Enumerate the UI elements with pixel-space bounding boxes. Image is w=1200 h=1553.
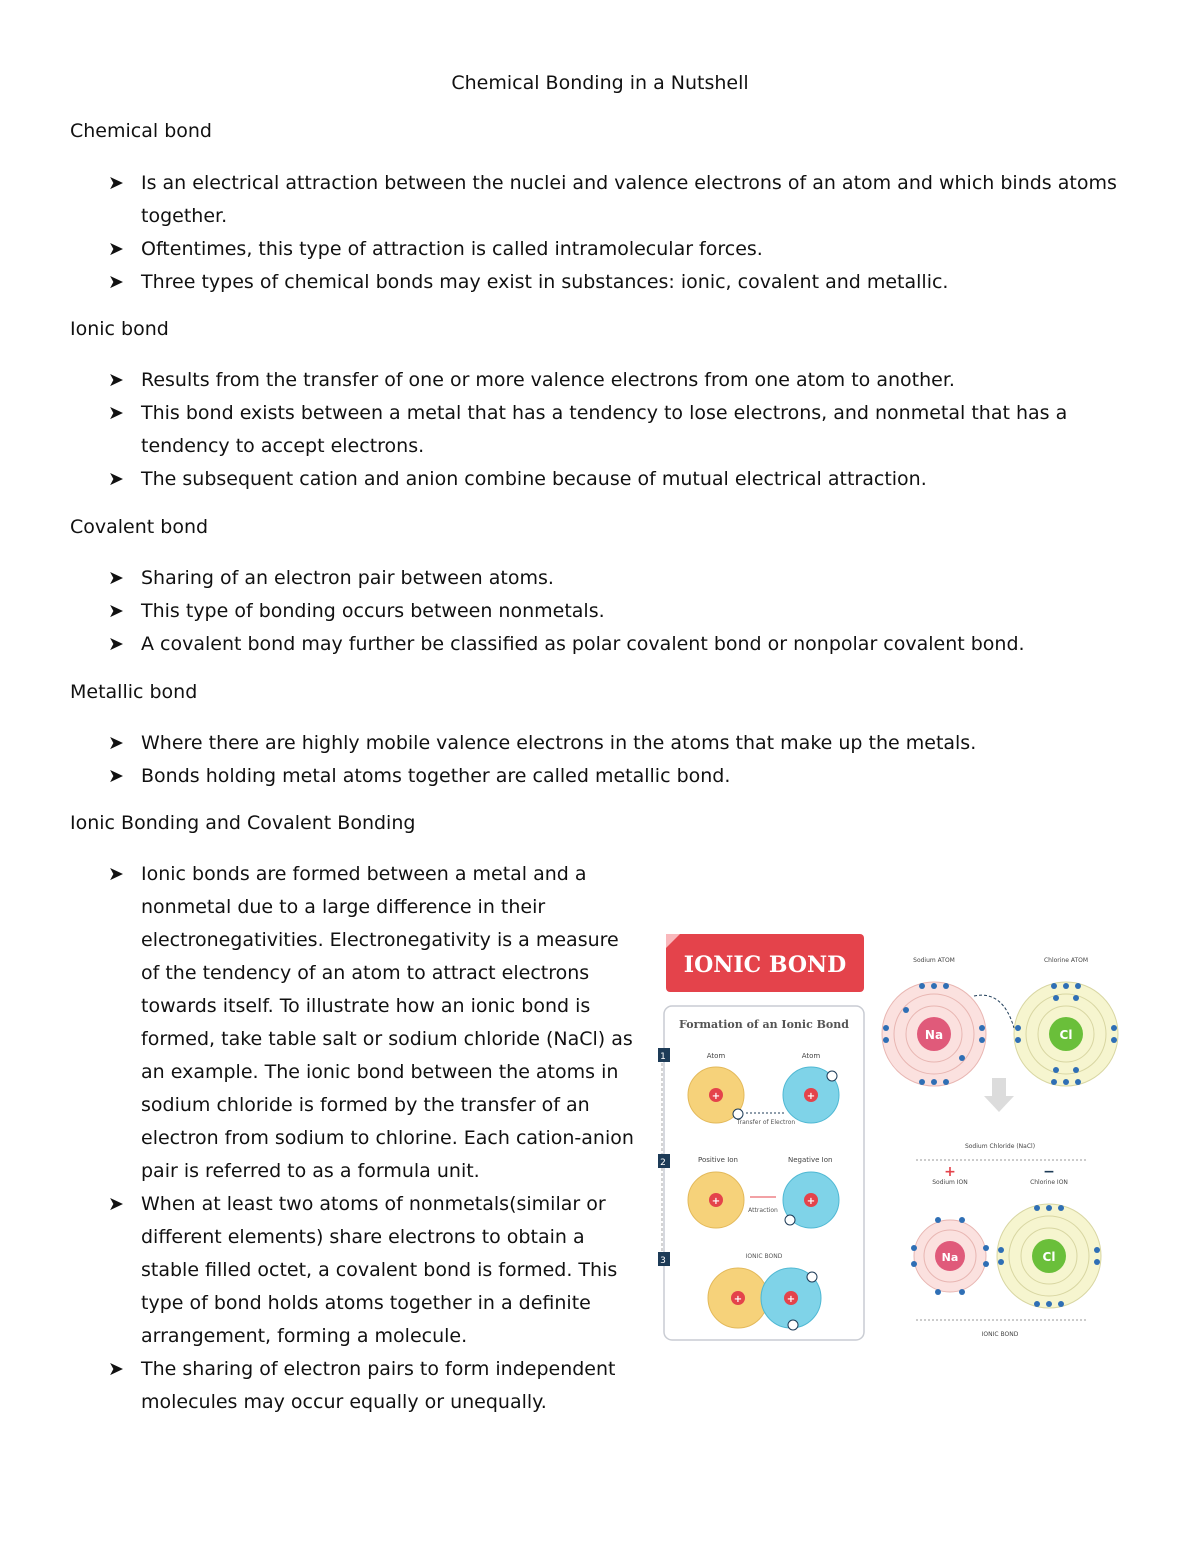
arrowhead-bullet-icon: ➤ bbox=[108, 271, 124, 293]
arrowhead-bullet-icon: ➤ bbox=[108, 1193, 124, 1215]
list-item: ➤ A covalent bond may further be classified as polar covalent bond or nonpolar covalent bond. bbox=[108, 628, 1118, 661]
page-title: Chemical Bonding in a Nutshell bbox=[451, 72, 749, 94]
chlorine-ion bbox=[997, 1204, 1101, 1308]
list-item: ➤ This type of bonding occurs between nonmetals. bbox=[108, 595, 1118, 628]
arrowhead-bullet-icon: ➤ bbox=[108, 172, 124, 194]
svg-text:+: + bbox=[806, 1091, 816, 1102]
formation-panel-title: Formation of an Ionic Bond bbox=[679, 1018, 849, 1031]
arrowhead-bullet-icon: ➤ bbox=[108, 732, 124, 754]
banner-label: IONIC BOND bbox=[683, 952, 847, 978]
arrowhead-bullet-icon: ➤ bbox=[108, 238, 124, 260]
na-symbol: Na bbox=[924, 1028, 944, 1042]
chlorine-atom bbox=[1014, 982, 1118, 1086]
step-number: 2 bbox=[660, 1158, 666, 1168]
list-item: ➤ Three types of chemical bonds may exist in substances: ionic, covalent and metallic. bbox=[108, 266, 1118, 299]
list-item: ➤ This bond exists between a metal that has a tendency to lose electrons, and nonmetal that has a tendency to accept electrons. bbox=[108, 397, 1118, 463]
arrowhead-bullet-icon: ➤ bbox=[108, 633, 124, 655]
arrowhead-bullet-icon: ➤ bbox=[108, 863, 124, 885]
list-item: ➤ Sharing of an electron pair between atoms. bbox=[108, 562, 1118, 595]
arrowhead-bullet-icon: ➤ bbox=[108, 468, 124, 490]
atom-label: Atom bbox=[706, 1052, 726, 1060]
step-number: 1 bbox=[660, 1052, 666, 1062]
heading-ionic-covalent-bonding: Ionic Bonding and Covalent Bonding bbox=[70, 812, 416, 834]
list-item: ➤ The sharing of electron pairs to form independent molecules may occur equally or unequally. bbox=[108, 1353, 646, 1419]
chlorine-ion-label: Chlorine ION bbox=[1030, 1179, 1068, 1186]
ionic-bond-bottom-label: IONIC BOND bbox=[981, 1331, 1019, 1338]
svg-text:+: + bbox=[944, 1164, 956, 1180]
atom-label: Atom bbox=[801, 1052, 821, 1060]
sodium-ion bbox=[914, 1220, 986, 1292]
list-metallic-bond bbox=[108, 727, 1118, 793]
na-ion-symbol: Na bbox=[941, 1251, 959, 1264]
cl-ion-symbol: Cl bbox=[1042, 1250, 1056, 1264]
list-covalent-bond bbox=[108, 562, 1118, 661]
heading-metallic-bond: Metallic bond bbox=[70, 681, 198, 703]
chlorine-atom-label: Chlorine ATOM bbox=[1043, 957, 1089, 964]
negative-ion-label: Negative Ion bbox=[788, 1156, 833, 1164]
arrowhead-bullet-icon: ➤ bbox=[108, 765, 124, 787]
attraction-label: Attraction bbox=[748, 1207, 778, 1214]
list-item: ➤ Results from the transfer of one or more valence electrons from one atom to another. bbox=[108, 364, 1118, 397]
list-item: ➤ Is an electrical attraction between the nuclei and valence electrons of an atom and which binds atoms together. bbox=[108, 167, 1118, 233]
ionic-bond-figure bbox=[658, 930, 1120, 1345]
svg-text:+: + bbox=[786, 1294, 796, 1305]
list-item: ➤ Oftentimes, this type of attraction is called intramolecular forces. bbox=[108, 233, 1118, 266]
down-arrow-icon bbox=[984, 1078, 1014, 1112]
sodium-atom bbox=[882, 982, 986, 1086]
cl-symbol: Cl bbox=[1059, 1028, 1073, 1042]
step-number: 3 bbox=[660, 1256, 666, 1266]
arrowhead-bullet-icon: ➤ bbox=[108, 1358, 124, 1380]
heading-chemical-bond: Chemical bond bbox=[70, 120, 212, 142]
svg-text:−: − bbox=[1043, 1164, 1055, 1180]
sodium-ion-label: Sodium ION bbox=[932, 1179, 968, 1186]
arrowhead-bullet-icon: ➤ bbox=[108, 402, 124, 424]
list-item: ➤ The subsequent cation and anion combine because of mutual electrical attraction. bbox=[108, 463, 1118, 496]
svg-text:+: + bbox=[711, 1091, 721, 1102]
list-ionic-bond bbox=[108, 364, 1118, 496]
positive-ion-label: Positive Ion bbox=[698, 1156, 738, 1164]
list-item: ➤ When at least two atoms of nonmetals(similar or different elements) share electrons to obtain a stable filled octet, a covalent bond is formed. This type of bond holds atoms together in a definite arrangement, forming a molecule. bbox=[108, 1188, 636, 1353]
list-chemical-bond bbox=[108, 167, 1118, 299]
ionic-bond-label: IONIC BOND bbox=[745, 1253, 783, 1260]
sodium-chloride-label: Sodium Chloride (NaCl) bbox=[964, 1143, 1036, 1150]
svg-text:+: + bbox=[711, 1196, 721, 1207]
list-item: ➤ Bonds holding metal atoms together are called metallic bond. bbox=[108, 760, 1118, 793]
heading-covalent-bond: Covalent bond bbox=[70, 516, 209, 538]
arrowhead-bullet-icon: ➤ bbox=[108, 567, 124, 589]
svg-text:+: + bbox=[733, 1294, 743, 1305]
list-item: ➤ Ionic bonds are formed between a metal and a nonmetal due to a large difference in their electronegativities. Electronegativity is a measure of the tendency of an atom to attract electrons towards itself. To illustrate how an ionic bond is formed, take table salt or sodium chloride (NaCl) as an example. The ionic bond between the atoms in sodium chloride is formed by the transfer of an electron from sodium to chlorine. Each cation-anion pair is referred to as a formula unit. bbox=[108, 858, 1118, 1188]
arrowhead-bullet-icon: ➤ bbox=[108, 369, 124, 391]
list-item: ➤ Where there are highly mobile valence electrons in the atoms that make up the metals. bbox=[108, 727, 1118, 760]
sodium-atom-label: Sodium ATOM bbox=[913, 957, 955, 964]
heading-ionic-bond: Ionic bond bbox=[70, 318, 169, 340]
arrowhead-bullet-icon: ➤ bbox=[108, 600, 124, 622]
svg-text:+: + bbox=[806, 1196, 816, 1207]
transfer-label: Transfer of Electron bbox=[736, 1119, 796, 1126]
